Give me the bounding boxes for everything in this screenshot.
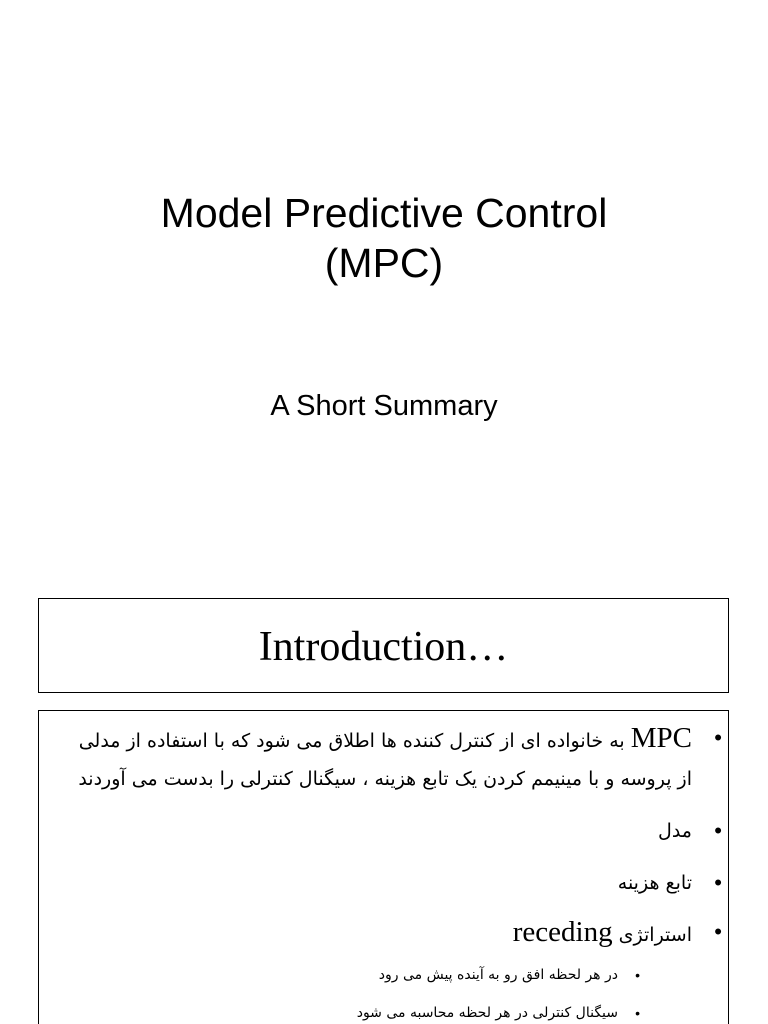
sub-bullet-horizon-text: در هر لحظه افق رو به آینده پیش می رود: [378, 967, 618, 983]
bullet-cost-function-text: تابع هزینه: [617, 872, 692, 894]
slide-subtitle: A Short Summary: [270, 390, 498, 422]
bullet-strategy-text: استراتژی: [618, 924, 692, 946]
bullet-model: [39, 812, 728, 850]
bullet-mpc-definition: [39, 719, 728, 798]
slide-title-line-1: Model Predictive Control: [160, 190, 608, 236]
intro-content-box: [38, 710, 729, 1024]
slide-title-line-2: (MPC): [324, 240, 444, 286]
sub-bullet-dot: •: [635, 1005, 640, 1021]
slide-title: [0, 188, 768, 288]
bullet-mpc-term: MPC: [630, 722, 692, 754]
intro-heading: Introduction…: [258, 624, 509, 670]
sub-bullet-horizon: [39, 961, 728, 989]
bullet-dot: •: [714, 818, 722, 843]
sub-bullet-control-signal-text: سیگنال کنترلی در هر لحظه محاسبه می شود: [356, 1005, 618, 1021]
bullet-receding-term: receding: [512, 916, 613, 948]
bullet-dot: •: [714, 870, 722, 895]
sub-bullet-control-signal: [39, 999, 728, 1024]
bullet-model-text: مدل: [658, 820, 692, 842]
intro-heading-box: [38, 598, 729, 693]
sub-bullet-dot: •: [635, 967, 640, 983]
bullet-mpc-text: به خانواده ای از کنترل کننده ها اطلاق می شود که با استفاده از مدلی از پروسه و با مینیمم کردن یک تابع هزینه ، سیگنال کنترلی را بدست می آوردند: [78, 730, 692, 790]
bullet-list: [39, 711, 728, 1024]
bullet-dot: •: [714, 725, 722, 750]
bullet-dot: •: [714, 919, 722, 944]
bullet-cost-function: [39, 864, 728, 902]
bullet-receding-strategy: [39, 912, 728, 955]
